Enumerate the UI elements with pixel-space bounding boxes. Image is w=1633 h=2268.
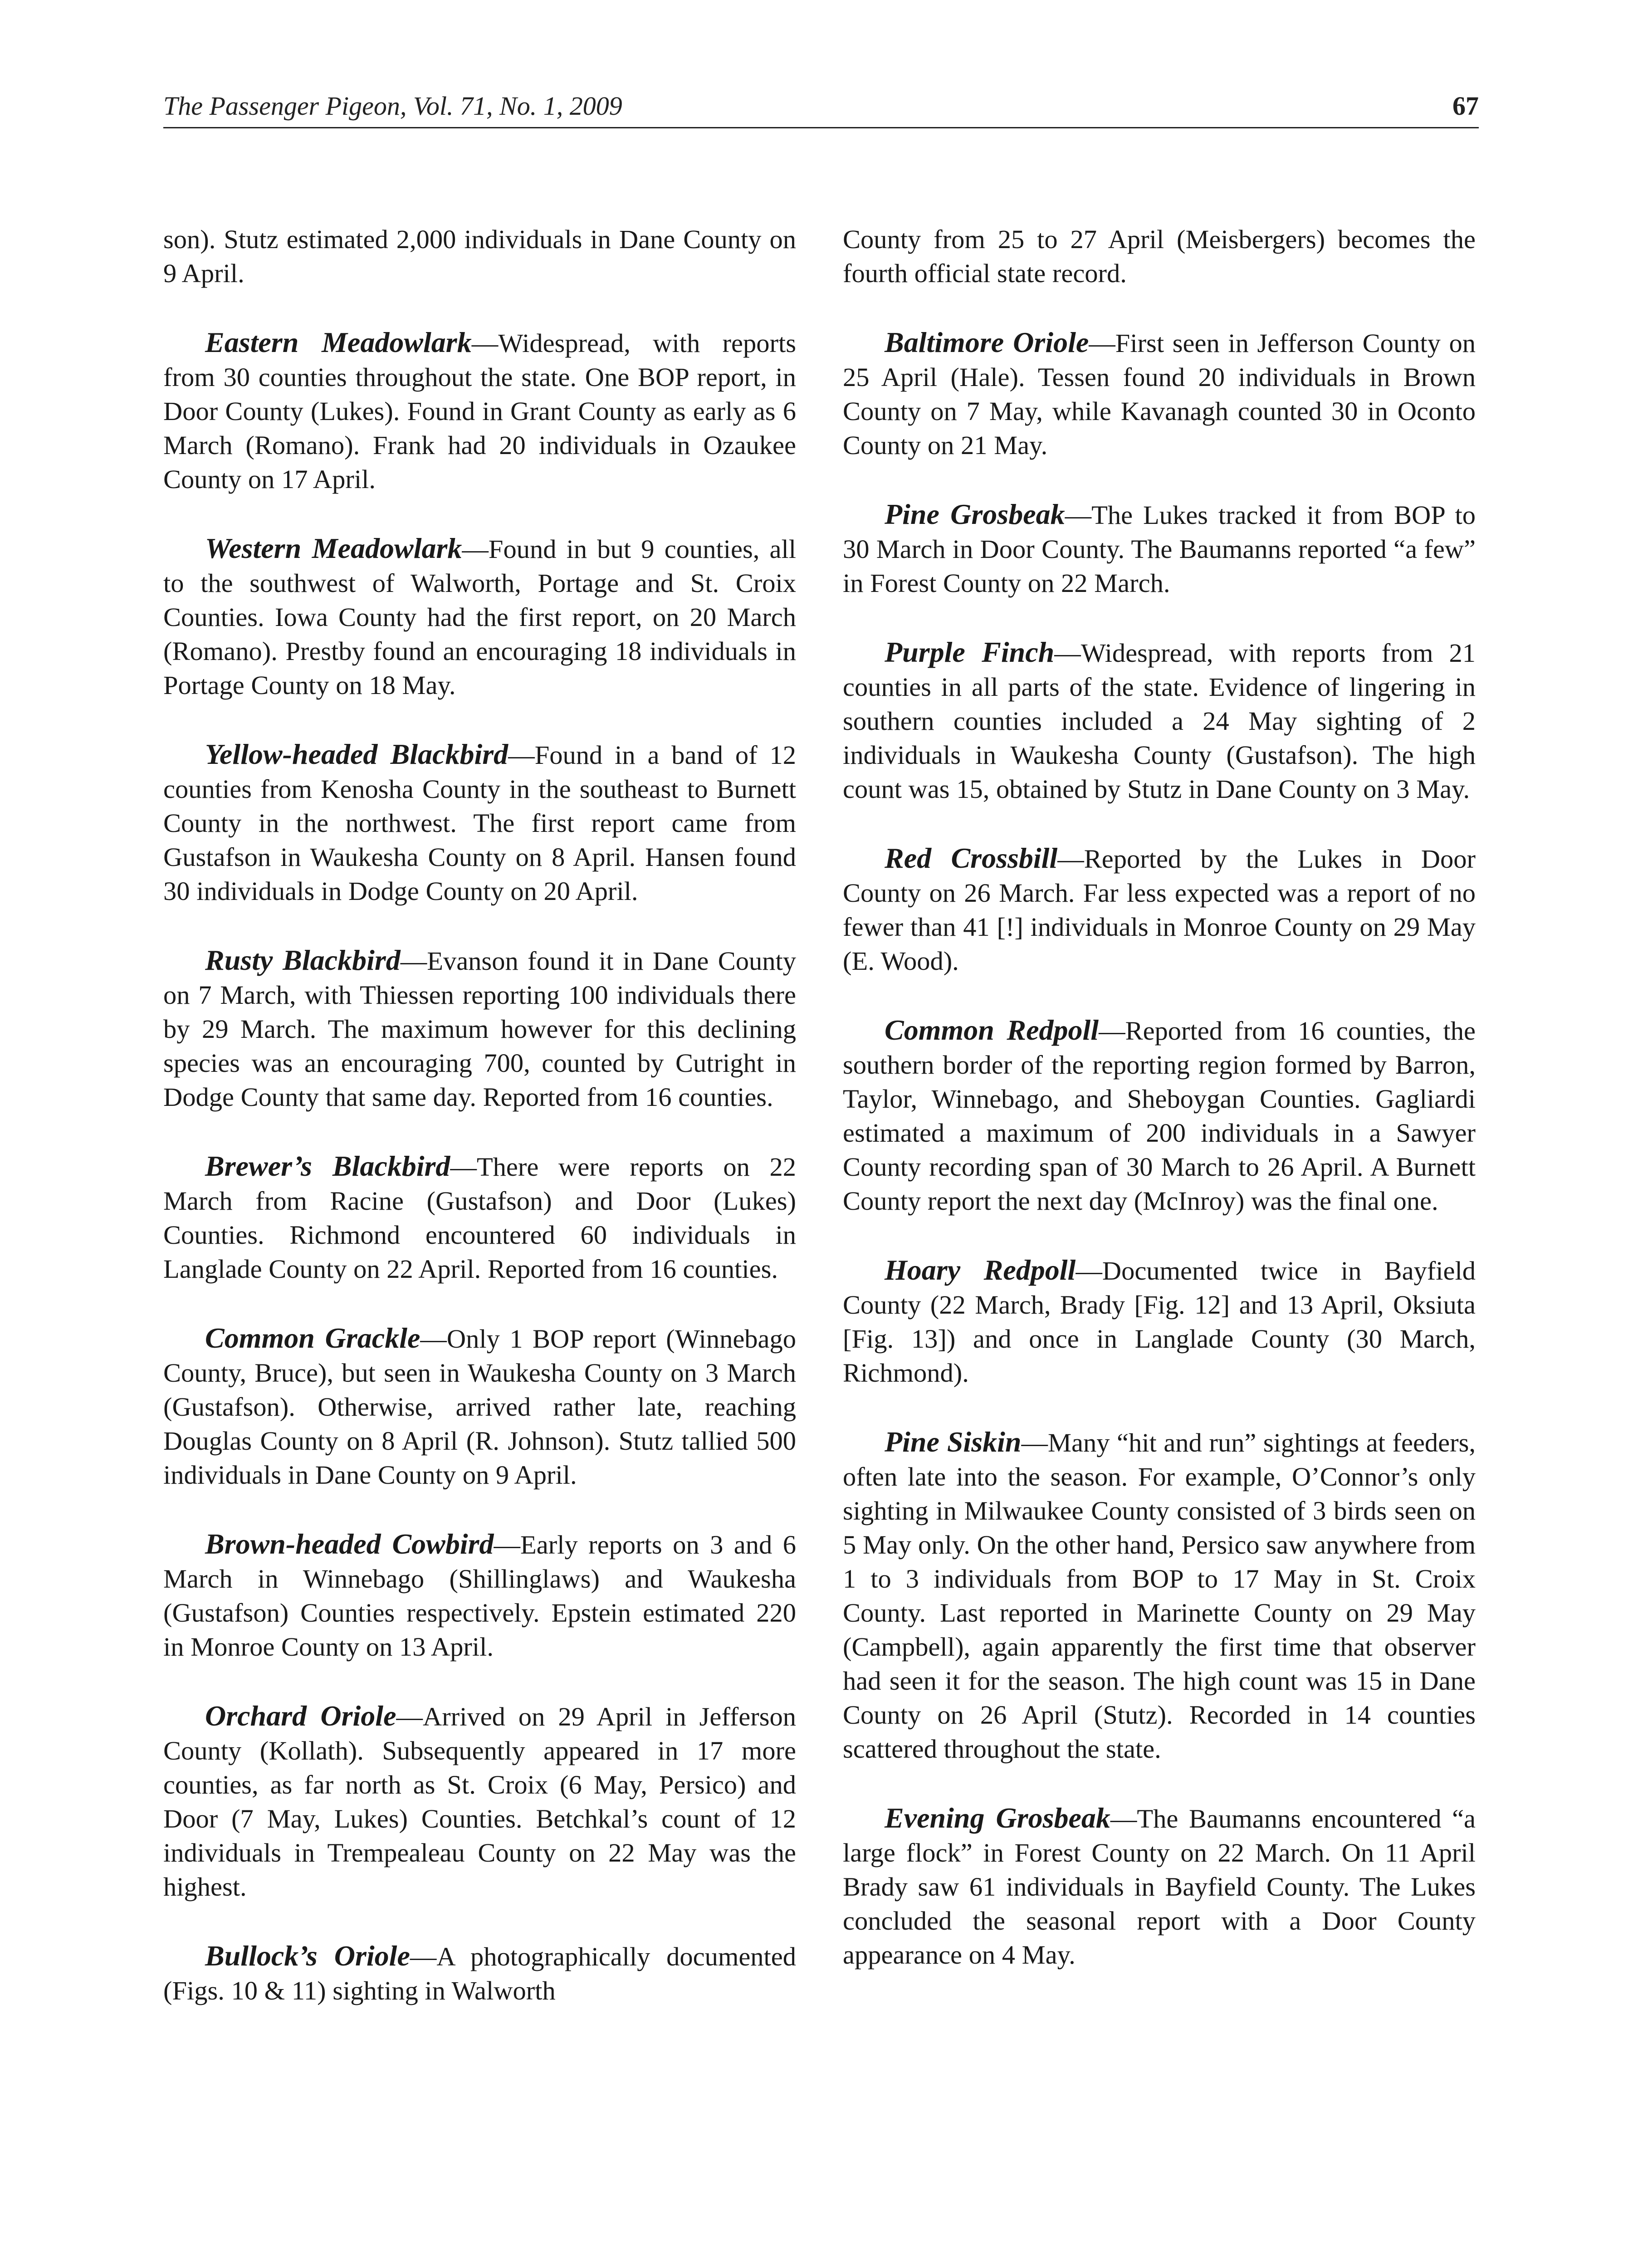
- entry-text: —Many “hit and run” sightings at feeders, often late into the season. For example, O’Connor’s only sighting in Milwaukee County consisted of 3 birds seen on 5 May only. On the other hand, Persico saw anywhere from 1 to 3 individuals from BOP to 17 May in St. Croix County. Last reported in Marinette County on 29 May (Campbell), again apparently the first time that observer had seen it for the season. The high count was 15 in Dane County on 26 April (Stutz). Recorded in 14 counties scattered throughout the state.: [843, 1428, 1476, 1764]
- species-name: Common Redpoll: [885, 1014, 1099, 1046]
- species-name: Pine Siskin: [885, 1426, 1022, 1458]
- running-header: [163, 86, 1479, 128]
- entry-text: son). Stutz estimated 2,000 individuals in Dane County on 9 April.: [163, 225, 796, 288]
- entry-text: —The Baumanns encountered “a large flock” in Forest County on 22 March. On 11 April Brady saw 61 individuals in Bayfield County. The Lukes concluded the seasonal report with a Door County appearance on 4 May.: [843, 1804, 1476, 1970]
- entry-text: —Reported by the Lukes in Door County on 26 March. Far less expected was a report of no fewer than 41 [!] individuals in Monroe County on 29 May (E. Wood).: [843, 844, 1476, 976]
- entry-text: —Reported from 16 counties, the southern border of the reporting region formed by Barron, Taylor, Winnebago, and Sheboygan Counties. Gagliardi estimated a maximum of 200 individuals in a Sawyer County recording span of 30 March to 26 April. A Burnett County report the next day (McInroy) was the final one.: [843, 1016, 1476, 1216]
- entry-text: —Found in but 9 counties, all to the southwest of Walworth, Portage and St. Croix Counties. Iowa County had the first report, on 20 March (Romano). Prestby found an encouraging 18 individuals in Portage County on 18 May.: [163, 534, 797, 700]
- species-name: Hoary Redpoll: [885, 1254, 1076, 1286]
- species-name: Eastern Meadowlark: [205, 326, 472, 358]
- species-name: Yellow-headed Blackbird: [205, 738, 508, 770]
- species-entry: [843, 1425, 1476, 1766]
- species-entry: [163, 1321, 796, 1492]
- entry-text: —Only 1 BOP report (Winnebago County, Bruce), but seen in Waukesha County on 3 March (Gustafson). Otherwise, arrived rather late, reaching Douglas County on 8 April (R. Johnson). Stutz tallied 500 individuals in Dane County on 9 April.: [163, 1324, 797, 1490]
- continued-paragraph: [163, 222, 796, 290]
- entry-text: —Evanson found it in Dane County on 7 March, with Thiessen reporting 100 individuals there by 29 March. The maximum however for this declining species was an encouraging 700, counted by Cutright in Dodge County that same day. Reported from 16 counties.: [163, 946, 796, 1112]
- species-name: Baltimore Oriole: [885, 326, 1089, 358]
- entry-text: —The Lukes tracked it from BOP to 30 March in Door County. The Baumanns reported “a few” in Forest County on 22 March.: [843, 500, 1476, 598]
- species-entry: [163, 737, 796, 908]
- species-name: Pine Grosbeak: [885, 498, 1065, 530]
- species-name: Western Meadowlark: [205, 532, 462, 564]
- page-number: 67: [1452, 91, 1479, 121]
- species-entry: [843, 1801, 1476, 1972]
- species-name: Bullock’s Oriole: [205, 1940, 410, 1972]
- species-entry: [843, 325, 1476, 462]
- species-name: Purple Finch: [885, 636, 1055, 668]
- species-name: Brewer’s Blackbird: [205, 1150, 450, 1182]
- species-entry: [163, 1699, 796, 1904]
- entry-text: —First seen in Jefferson County on 25 April (Hale). Tessen found 20 individuals in Brown County on 7 May, while Kavanagh counted 30 in Oconto County on 21 May.: [843, 328, 1476, 460]
- species-entry: [843, 635, 1476, 806]
- species-name: Red Crossbill: [885, 842, 1058, 874]
- entry-text: —A photographically documented (Figs. 10 & 11) sighting in Walworth: [163, 1942, 797, 2005]
- entry-text: —Widespread, with reports from 21 counties in all parts of the state. Evidence of lingering in southern counties included a 24 May sighting of 2 individuals in Waukesha County (Gustafson). The high count was 15, obtained by Stutz in Dane County on 3 May.: [843, 638, 1476, 804]
- species-entry: [163, 1939, 796, 2008]
- species-name: Common Grackle: [205, 1322, 420, 1354]
- species-entry: [163, 325, 796, 496]
- right-column: [843, 222, 1476, 2007]
- species-name: Rusty Blackbird: [205, 944, 401, 976]
- entry-text: —Widespread, with reports from 30 counties throughout the state. One BOP report, in Door County (Lukes). Found in Grant County as early as 6 March (Romano). Frank had 20 individuals in Ozaukee County on 17 April.: [163, 328, 797, 494]
- journal-title: The Passenger Pigeon, Vol. 71, No. 1, 2009: [163, 91, 622, 121]
- species-name: Orchard Oriole: [205, 1700, 396, 1732]
- entry-text: —Early reports on 3 and 6 March in Winnebago (Shillinglaws) and Waukesha (Gustafson) Counties respectively. Epstein estimated 220 in Monroe County on 13 April.: [163, 1530, 796, 1662]
- species-entry: [843, 497, 1476, 600]
- entry-text: County from 25 to 27 April (Meisbergers) becomes the fourth official state record.: [843, 225, 1476, 288]
- species-entry: [843, 841, 1476, 978]
- species-entry: [163, 1149, 796, 1286]
- species-entry: [843, 1013, 1476, 1218]
- species-entry: [163, 1527, 796, 1664]
- species-name: Evening Grosbeak: [885, 1802, 1110, 1834]
- entry-text: —Documented twice in Bayfield County (22 March, Brady [Fig. 12] and 13 April, Oksiuta [Fig. 13]) and once in Langlade County (30 March, Richmond).: [843, 1256, 1476, 1388]
- continued-paragraph: [843, 222, 1476, 290]
- species-name: Brown-headed Cowbird: [205, 1528, 494, 1560]
- species-entry: [163, 531, 796, 702]
- species-entry: [843, 1253, 1476, 1390]
- entry-text: —Arrived on 29 April in Jefferson County (Kollath). Subsequently appeared in 17 more counties, as far north as St. Croix (6 May, Persico) and Door (7 May, Lukes) Counties. Betchkal’s count of 12 individuals in Trempealeau County on 22 May was the highest.: [163, 1702, 796, 1901]
- entry-text: —There were reports on 22 March from Racine (Gustafson) and Door (Lukes) Counties. Richmond encountered 60 individuals in Langlade County on 22 April. Reported from 16 counties.: [163, 1152, 797, 1284]
- entry-text: —Found in a band of 12 counties from Kenosha County in the southeast to Burnett County in the northwest. The first report came from Gustafson in Waukesha County on 8 April. Hansen found 30 individuals in Dodge County on 20 April.: [163, 740, 796, 906]
- left-column: [163, 222, 796, 2043]
- species-entry: [163, 943, 796, 1114]
